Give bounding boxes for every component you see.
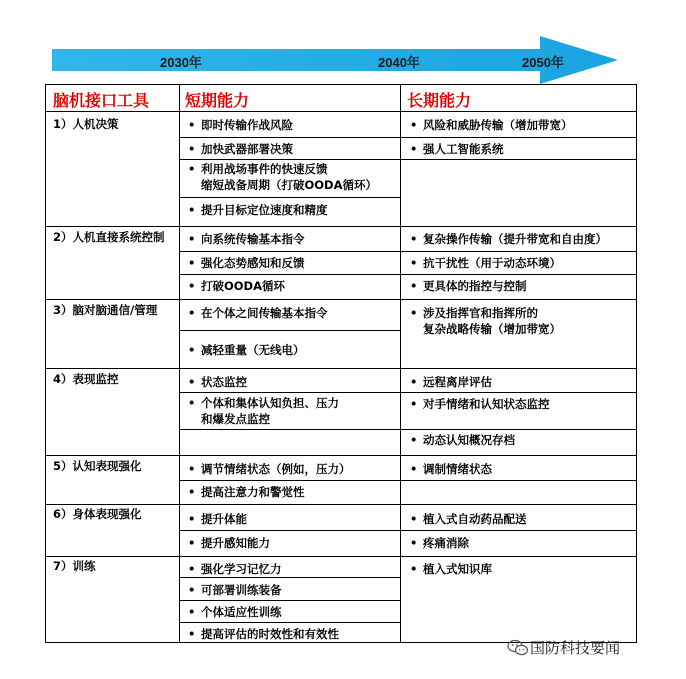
long-item: • 更具体的指控与控制 (423, 278, 527, 294)
category-7: 7）训练 (53, 559, 96, 573)
long-item: • 对手情绪和认知状态监控 (423, 396, 550, 412)
long-item: • 复杂操作传输（提升带宽和自由度） (423, 231, 607, 247)
short-item: • 利用战场事件的快速反馈 缩短战备周期（打破OODA循环） (201, 161, 377, 193)
long-item: • 强人工智能系统 (423, 141, 504, 157)
short-item: • 可部署训练装备 (201, 582, 282, 598)
short-item: • 个体和集体认知负担、压力 和爆发点监控 (201, 395, 339, 427)
short-item: • 提升目标定位速度和精度 (201, 202, 328, 218)
long-item: • 涉及指挥官和指挥所的 复杂战略传输（增加带宽） (423, 305, 561, 337)
short-item: • 提高注意力和警觉性 (201, 484, 305, 500)
category-6: 6）身体表现强化 (53, 507, 142, 521)
timeline (0, 0, 686, 90)
long-item: • 抗干扰性（用于动态环境） (423, 255, 561, 271)
short-item: • 状态监控 (201, 374, 247, 390)
category-3: 3）脑对脑通信/管理 (53, 303, 158, 317)
short-item: • 个体适应性训练 (201, 604, 282, 620)
category-1: 1）人机决策 (53, 117, 119, 131)
short-item: • 即时传输作战风险 (201, 117, 293, 133)
watermark-text: 国防科技要闻 (530, 639, 621, 657)
year-2040: 2040年 (378, 55, 420, 70)
short-item: • 减轻重量（无线电） (201, 342, 305, 358)
short-item: • 在个体之间传输基本指令 (201, 305, 328, 321)
long-item: • 植入式知识库 (423, 561, 492, 577)
category-4: 4）表现监控 (53, 372, 119, 386)
short-item: • 打破OODA循环 (201, 278, 285, 294)
long-item: • 风险和威胁传输（增加带宽） (423, 117, 573, 133)
category-2: 2）人机直接系统控制 (53, 230, 165, 244)
header-short-term: 短期能力 (185, 91, 250, 110)
long-item: • 动态认知概况存档 (423, 432, 515, 448)
long-item: • 远程离岸评估 (423, 374, 492, 390)
short-item: • 强化学习记忆力 (201, 561, 282, 577)
long-item: • 疼痛消除 (423, 535, 469, 551)
short-item: • 调节情绪状态（例如，压力） (201, 461, 351, 477)
timeline-arrow (0, 0, 686, 90)
capability-table (45, 84, 637, 643)
short-item: • 提升体能 (201, 511, 247, 527)
year-2030: 2030年 (160, 55, 202, 70)
category-5: 5）认知表现强化 (53, 459, 142, 473)
short-item: • 向系统传输基本指令 (201, 231, 305, 247)
short-item: • 强化态势感知和反馈 (201, 255, 305, 271)
header-long-term: 长期能力 (407, 91, 472, 110)
year-2050: 2050年 (522, 55, 564, 70)
header-tool: 脑机接口工具 (53, 91, 150, 110)
short-item: • 提高评估的时效性和有效性 (201, 626, 339, 642)
short-item: • 加快武器部署决策 (201, 141, 293, 157)
short-item: • 提升感知能力 (201, 535, 270, 551)
long-item: • 调制情绪状态 (423, 461, 492, 477)
long-item: • 植入式自动药品配送 (423, 511, 527, 527)
wechat-icon (507, 639, 529, 657)
